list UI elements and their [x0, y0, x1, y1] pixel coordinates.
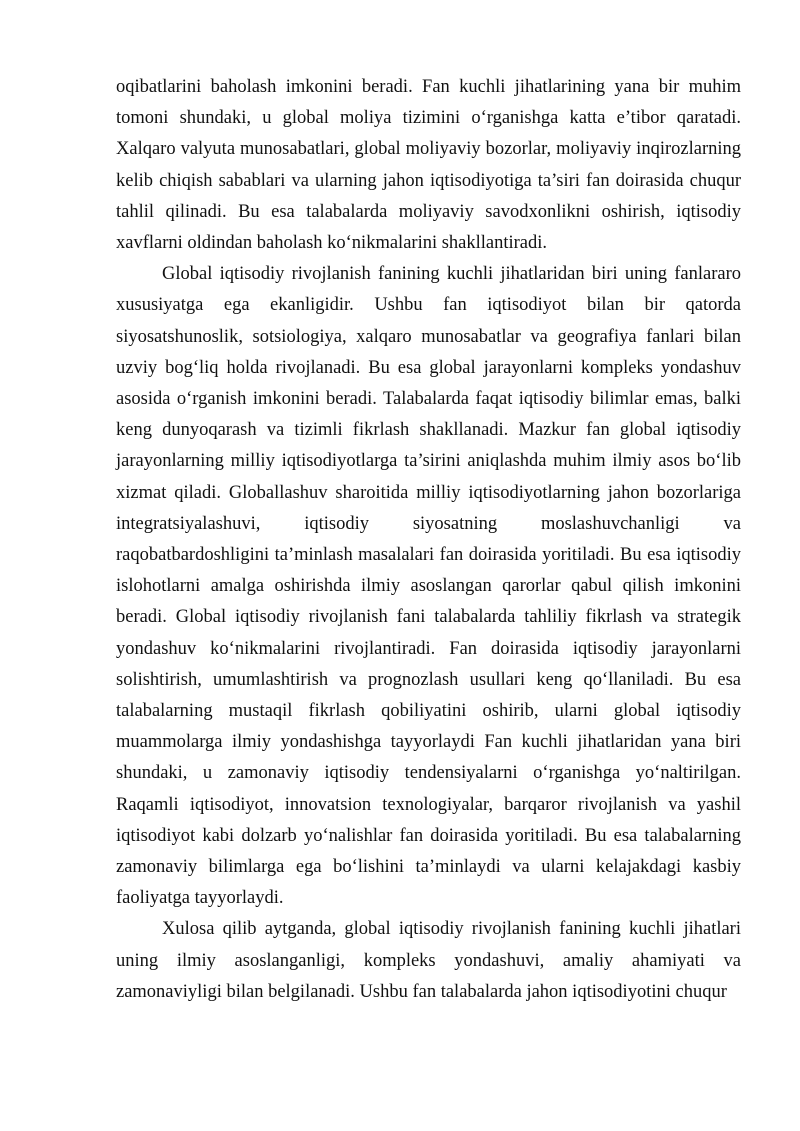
- paragraph-continuation: oqibatlarini baholash imkonini beradi. Fan kuchli jihatlarining yana bir muhim tomoni shundaki, u global moliya tizimini o‘rganishga katta e’tibor qaratadi. Xalqaro valyuta munosabatlari, global moliyaviy bozorlar, moliyaviy inqirozlarning kelib chiqish sabablari va ularning jahon iqtisodiyotiga ta’siri fan doirasida chuqur tahlil qilinadi. Bu esa talabalarda moliyaviy savodxonlikni oshirish, iqtisodiy xavflarni oldindan baholash ko‘nikmalarini shakllantiradi.: [116, 77, 741, 254]
- paragraph-conclusion: Xulosa qilib aytganda, global iqtisodiy rivojlanish fanining kuchli jihatlari uning ilmiy asoslanganligi, kompleks yondashuvi, amaliy ahamiyati va zamonaviyligi bilan belgilanadi. Ushbu fan talabalarda jahon iqtisodiyotini chuqur: [116, 919, 741, 1002]
- paragraph-interdisciplinary: Global iqtisodiy rivojlanish fanining kuchli jihatlaridan biri uning fanlararo xususiyatga ega ekanligidir. Ushbu fan iqtisodiyot bilan bir qatorda siyosatshunoslik, sotsiologiya, xalqaro munosabatlar va geografiya fanlari bilan uzviy bog‘liq holda rivojlanadi. Bu esa global jarayonlarni kompleks yondashuv asosida o‘rganish imkonini beradi. Talabalarda faqat iqtisodiy bilimlar emas, balki keng dunyoqarash va tizimli fikrlash shakllanadi. Mazkur fan global iqtisodiy jarayonlarning milliy iqtisodiyotlarga ta’sirini aniqlashda muhim ilmiy asos bo‘lib xizmat qiladi. Globallashuv sharoitida milliy iqtisodiyotlarning jahon bozorlariga integratsiyalashuvi, iqtisodiy siyosatning moslashuvchanligi va raqobatbardoshligini ta’minlash masalalari fan doirasida yoritiladi. Bu esa iqtisodiy islohotlarni amalga oshirishda ilmiy asoslangan qarorlar qabul qilish imkonini beradi. Global iqtisodiy rivojlanish fani talabalarda tahliliy fikrlash va strategik yondashuv ko‘nikmalarini rivojlantiradi. Fan doirasida iqtisodiy jarayonlarni solishtirish, umumlashtirish va prognozlash usullari keng qo‘llaniladi. Bu esa talabalarning mustaqil fikrlash qobiliyatini oshirib, ularni global iqtisodiy muammolarga ilmiy yondashishga tayyorlaydi Fan kuchli jihatlaridan yana biri shundaki, u zamonaviy iqtisodiy tendensiyalarni o‘rganishga yo‘naltirilgan. Raqamli iqtisodiyot, innovatsion texnologiyalar, barqaror rivojlanish va yashil iqtisodiyot kabi dolzarb yo‘nalishlar fan doirasida yoritiladi. Bu esa talabalarning zamonaviy bilimlarga ega bo‘lishini ta’minlaydi va ularni kelajakdagi kasbiy faoliyatga tayyorlaydi.: [116, 264, 741, 909]
- body-text: [116, 72, 741, 1008]
